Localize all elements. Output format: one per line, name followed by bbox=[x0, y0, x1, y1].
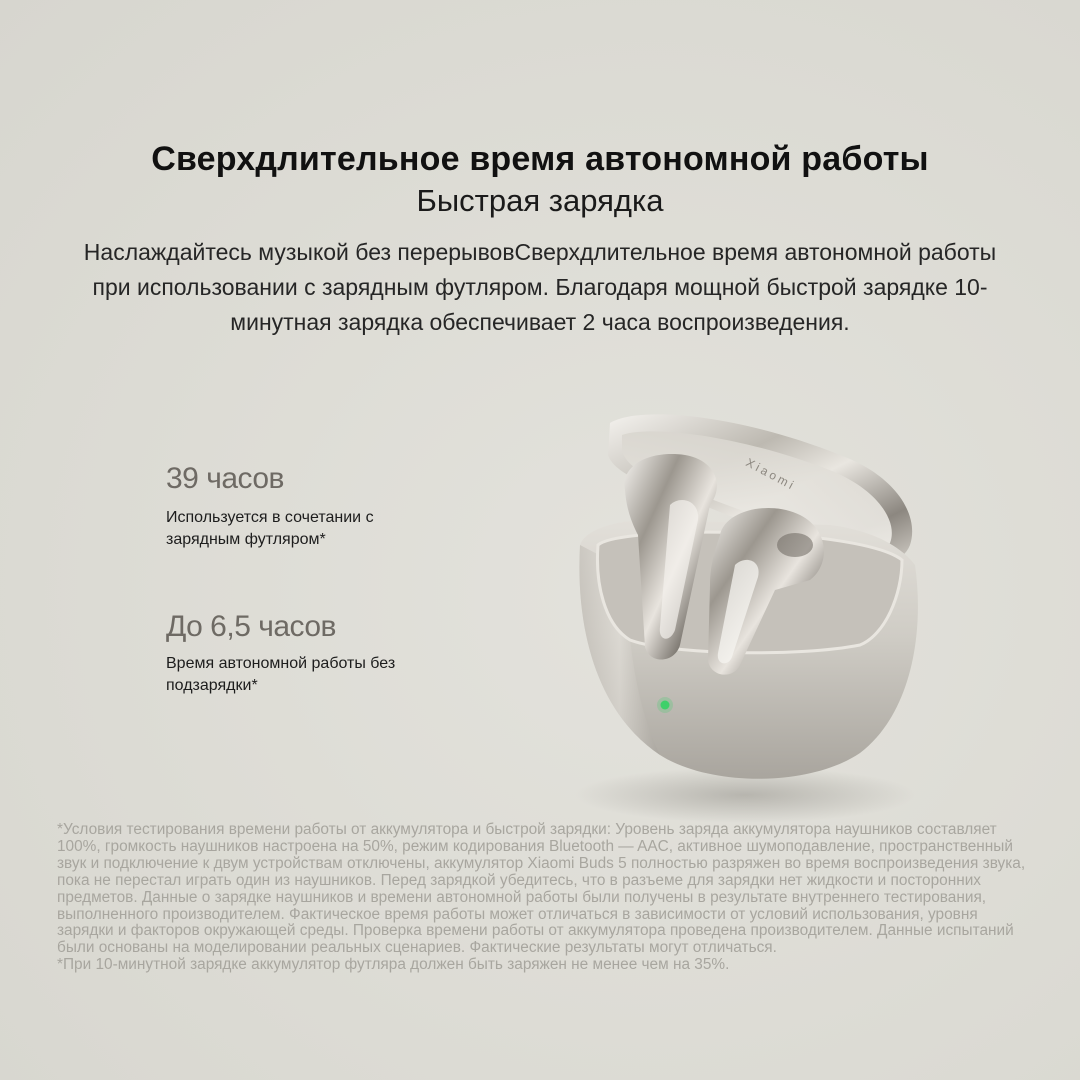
page-title: Сверхдлительное время автономной работы bbox=[151, 140, 929, 178]
brand-engraving: Xiaomi bbox=[743, 455, 799, 494]
footnote-test-conditions: *Условия тестирования времени работы от аккумулятора и быстрой зарядки: Уровень заряда аккумулятора наушников составляет 100%, громкость наушников настроена на 50%, режим кодирования Bluetooth — AAC, активное шумоподавление, пространственный звук и подключение к двум устройствам отключены, аккумулятор Xiaomi Buds 5 полностью разряжен во время воспроизведения звука, пока не перестал играть один из наушников. Перед зарядкой убедитесь, что в разъеме для зарядки нет жидкости и посторонних предметов. Данные о зарядке наушников и времени автономной работы были получены в результате внутреннего тестирования, выполненного производителем. Фактическое время работы может отличаться в зависимости от условий использования, уровня зарядки и факторов окружающей среды. Проверка времени работы от аккумулятора проведена производителем. Данные испытаний были основаны на моделировании реальных сценариев. Фактические результаты могут отличаться. bbox=[57, 821, 1026, 957]
stat-case-hours-description: Используется в сочетании с зарядным футляром* bbox=[166, 509, 374, 548]
stat-single-charge-value: До 6,5 часов bbox=[166, 610, 336, 643]
page-subtitle: Быстрая зарядка bbox=[416, 183, 664, 218]
stat-single-charge-description: Время автономной работы без подзарядки* bbox=[166, 655, 396, 694]
footnote bbox=[57, 822, 1027, 974]
footnote-fast-charge: *При 10-минутной зарядке аккумулятор футляра должен быть заряжен не менее чем на 35%. bbox=[57, 956, 730, 974]
earbuds-case-image bbox=[540, 395, 960, 825]
description: Наслаждайтесь музыкой без перерывовСверхдлительное время автономной работы при использовании с зарядным футляром. Благодаря мощной быстрой зарядке 10-минутная зарядка обеспечивает 2 часа воспроизведения. bbox=[83, 239, 997, 335]
stat-case-hours-value: 39 часов bbox=[166, 462, 284, 495]
